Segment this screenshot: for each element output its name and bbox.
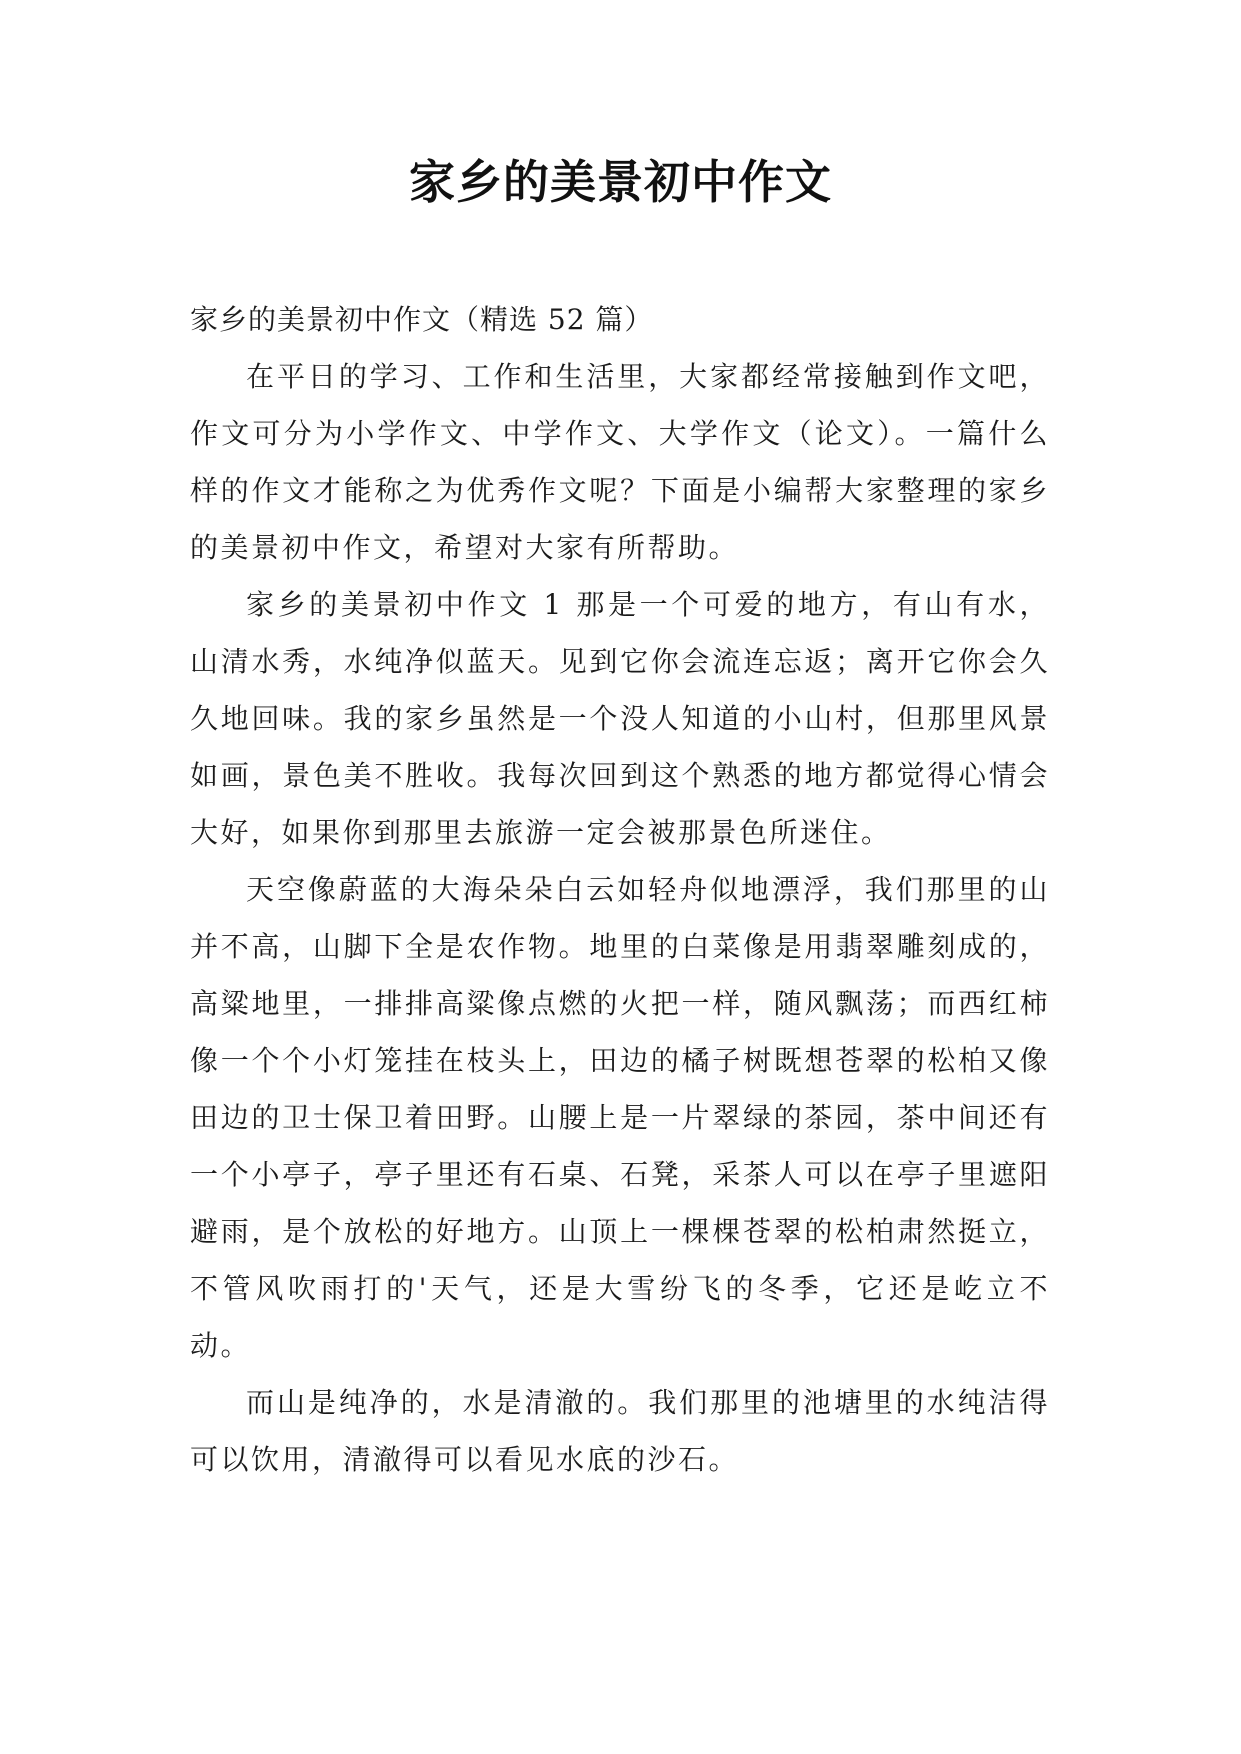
document-body [190,291,1050,1488]
paragraph-essay-1-start: 家乡的美景初中作文 1 那是一个可爱的地方，有山有水，山清水秀，水纯净似蓝天。见到它你会流连忘返；离开它你会久久地回味。我的家乡虽然是一个没人知道的小山村，但那里风景如画，景色美不胜收。我每次回到这个熟悉的地方都觉得心情会大好，如果你到那里去旅游一定会被那景色所迷住。 [190,588,1050,849]
document-title: 家乡的美景初中作文 [409,155,832,209]
document-subtitle: 家乡的美景初中作文（精选 52 篇） [190,303,654,336]
paragraph-water: 而山是纯净的，水是清澈的。我们那里的池塘里的水纯洁得可以饮用，清澈得可以看见水底的沙石。 [190,1386,1050,1476]
paragraph-intro: 在平日的学习、工作和生活里，大家都经常接触到作文吧，作文可分为小学作文、中学作文、大学作文（论文）。一篇什么样的作文才能称之为优秀作文呢？下面是小编帮大家整理的家乡的美景初中作文，希望对大家有所帮助。 [190,360,1050,564]
paragraph-sky-and-mountain: 天空像蔚蓝的大海朵朵白云如轻舟似地漂浮，我们那里的山并不高，山脚下全是农作物。地里的白菜像是用翡翠雕刻成的，高粱地里，一排排高粱像点燃的火把一样，随风飘荡；而西红柿像一个个小灯笼挂在枝头上，田边的橘子树既想苍翠的松柏又像田边的卫士保卫着田野。山腰上是一片翠绿的茶园，茶中间还有一个小亭子，亭子里还有石桌、石凳，采茶人可以在亭子里遮阳避雨，是个放松的好地方。山顶上一棵棵苍翠的松柏肃然挺立，不管风吹雨打的'天气，还是大雪纷飞的冬季，它还是屹立不动。 [190,873,1050,1362]
